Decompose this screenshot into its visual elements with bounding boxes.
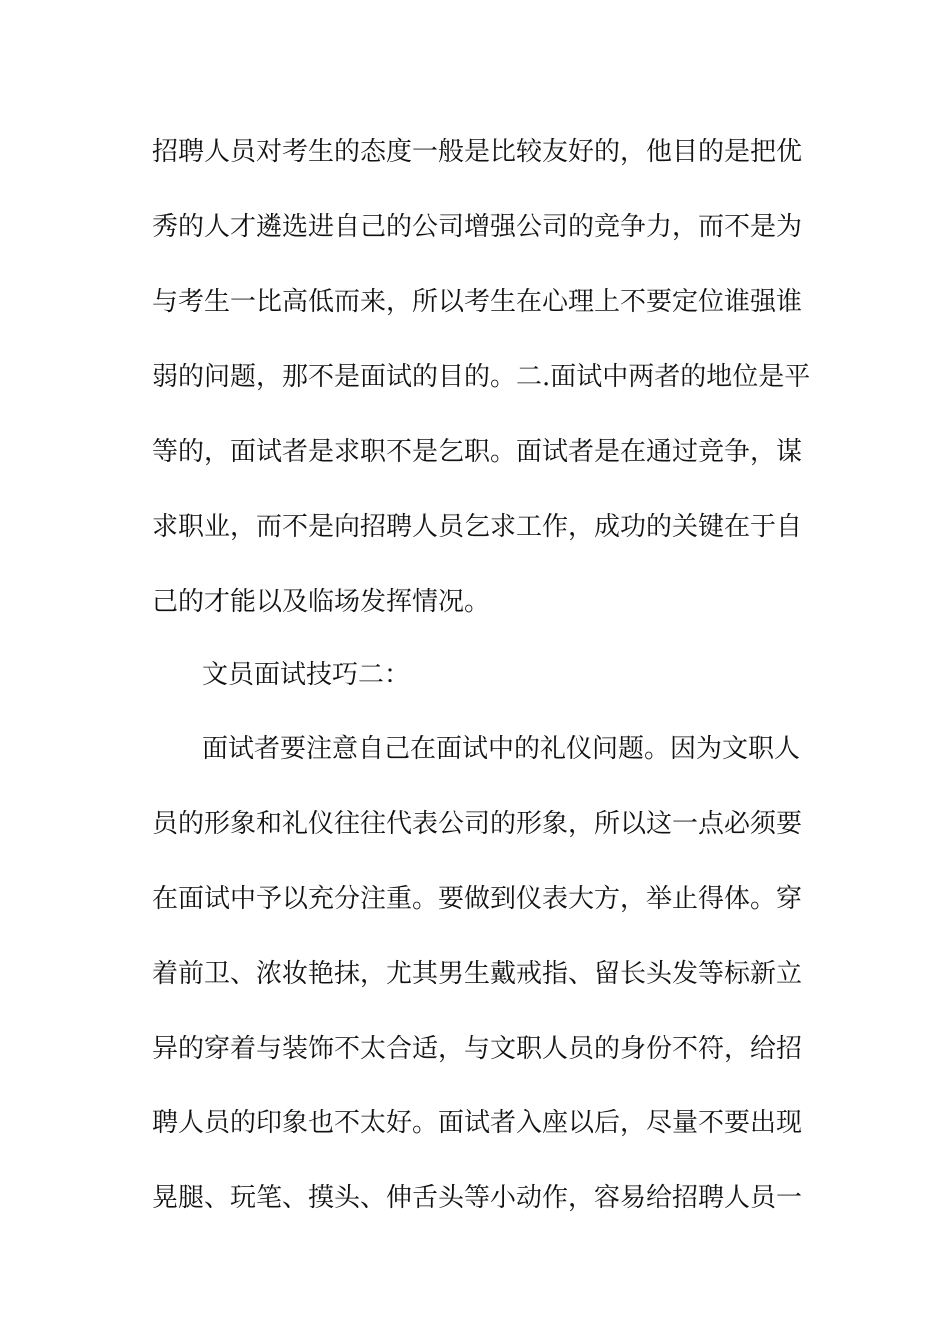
paragraph-line: 等的，面试者是求职不是乞职。面试者是在通过竞争，谋 <box>152 437 803 467</box>
paragraph-line: 员的形象和礼仪往往代表公司的形象，所以这一点必须要 <box>152 809 803 839</box>
paragraph-line: 晃腿、玩笔、摸头、伸舌头等小动作，容易给招聘人员一 <box>152 1183 803 1213</box>
paragraph-line: 招聘人员对考生的态度一般是比较友好的，他目的是把优 <box>152 137 803 167</box>
paragraph-line: 在面试中予以充分注重。要做到仪表大方，举止得体。穿 <box>152 884 803 914</box>
paragraph-line: 弱的问题，那不是面试的目的。二.面试中两者的地位是平 <box>152 362 811 392</box>
section-heading: 文员面试技巧二： <box>202 660 411 690</box>
paragraph-line: 异的穿着与装饰不太合适，与文职人员的身份不符，给招 <box>152 1034 803 1064</box>
paragraph-line: 秀的人才遴选进自己的公司增强公司的竞争力，而不是为 <box>152 212 803 242</box>
paragraph-line: 求职业，而不是向招聘人员乞求工作，成功的关键在于自 <box>152 512 803 542</box>
paragraph-line: 着前卫、浓妆艳抹，尤其男生戴戒指、留长头发等标新立 <box>152 959 803 989</box>
paragraph-line: 己的才能以及临场发挥情况。 <box>152 587 491 617</box>
paragraph-line: 聘人员的印象也不太好。面试者入座以后，尽量不要出现 <box>152 1108 803 1138</box>
paragraph-line: 面试者要注意自己在面试中的礼仪问题。因为文职人 <box>202 734 801 764</box>
paragraph-line: 与考生一比高低而来，所以考生在心理上不要定位谁强谁 <box>152 287 803 317</box>
